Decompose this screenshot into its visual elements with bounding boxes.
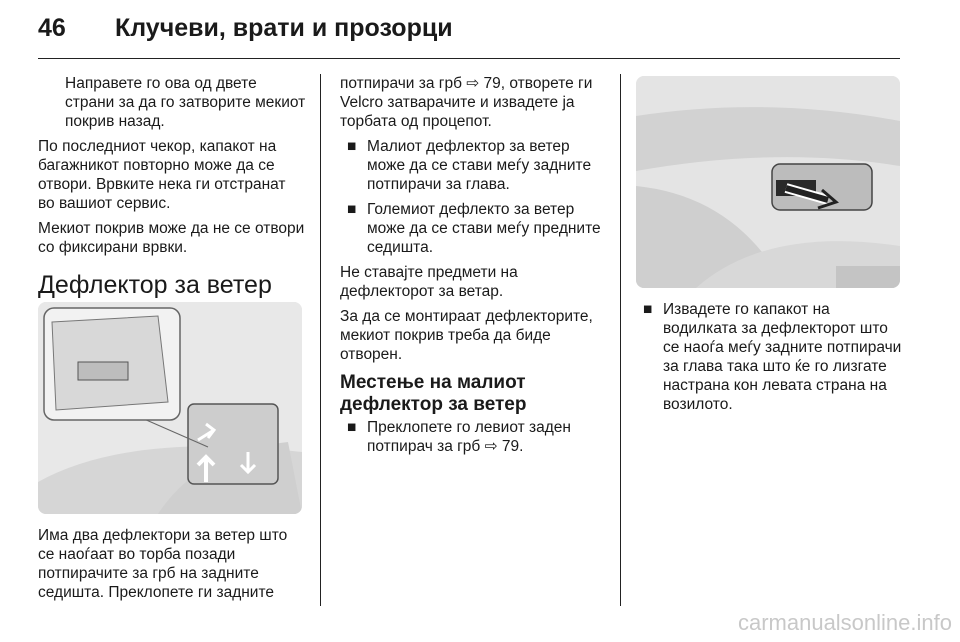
paragraph: За да се монтираат дефлекторите, мекиот покрив треба да биде отворен.: [340, 308, 593, 363]
paragraph: Има два дефлектори за ветер што се наоѓаат во торба позади потпирачите за грб на задните седишта. Преклопете ги задните: [38, 527, 288, 601]
paragraph: потпирачи за грб ⇨ 79, отворете ги Velcro затварачите и извадете ја торбата од процепот.: [340, 75, 593, 130]
bullet-item: [636, 300, 904, 414]
bullet-icon: ■: [347, 201, 357, 218]
bullet-icon: ■: [347, 138, 357, 155]
deflector-guide-cover-illustration: [636, 76, 900, 288]
bullet-item: [340, 418, 608, 456]
bullet-item: [340, 137, 608, 194]
column-2: [340, 74, 608, 462]
bullet-icon: ■: [347, 419, 357, 436]
indented-paragraph: Направете го ова од двете страни за да го затворите мекиот покрив назад.: [65, 75, 306, 130]
bullet-text: Големиот дефлекто за ветер може да се стави меѓу предните седишта.: [367, 201, 601, 256]
watermark: carmanualsonline.info: [737, 610, 952, 635]
bullet-text: Малиот дефлектор за ветер може да се стави меѓу задните потпирачи за глава.: [367, 138, 592, 193]
subsection-heading: Местење на малиот дефлектор за ветер: [340, 372, 527, 415]
column-3: [636, 300, 904, 420]
bullet-icon: ■: [643, 301, 653, 318]
bullet-item: [340, 200, 608, 257]
bullet-text: Извадете го капакот на водилката за дефлекторот што се наоѓа меѓу задните потпирачи за глава така што ќе го лизгате настрана кон левата страна на возилото.: [663, 301, 902, 413]
page-title: Клучеви, врати и прозорци: [115, 14, 453, 42]
paragraph: Не ставајте предмети на дефлекторот за ветар.: [340, 264, 518, 300]
bullet-text: Преклопете го левиот заден потпирач за грб ⇨ 79.: [367, 419, 571, 455]
header-rule: [38, 58, 900, 59]
column-1: [38, 74, 306, 323]
column-divider: [620, 74, 621, 606]
page-number: 46: [38, 14, 66, 42]
paragraph: По последниот чекор, капакот на багажникот повторно може да се отвори. Врвките нека ги отстранат во вашиот сервис.: [38, 138, 286, 212]
section-heading: Дефлектор за ветер: [38, 271, 272, 299]
wind-deflector-bag-illustration: [38, 302, 302, 514]
paragraph: Мекиот покрив може да не се отвори со фиксирани врвки.: [38, 220, 305, 256]
column-divider: [320, 74, 321, 606]
